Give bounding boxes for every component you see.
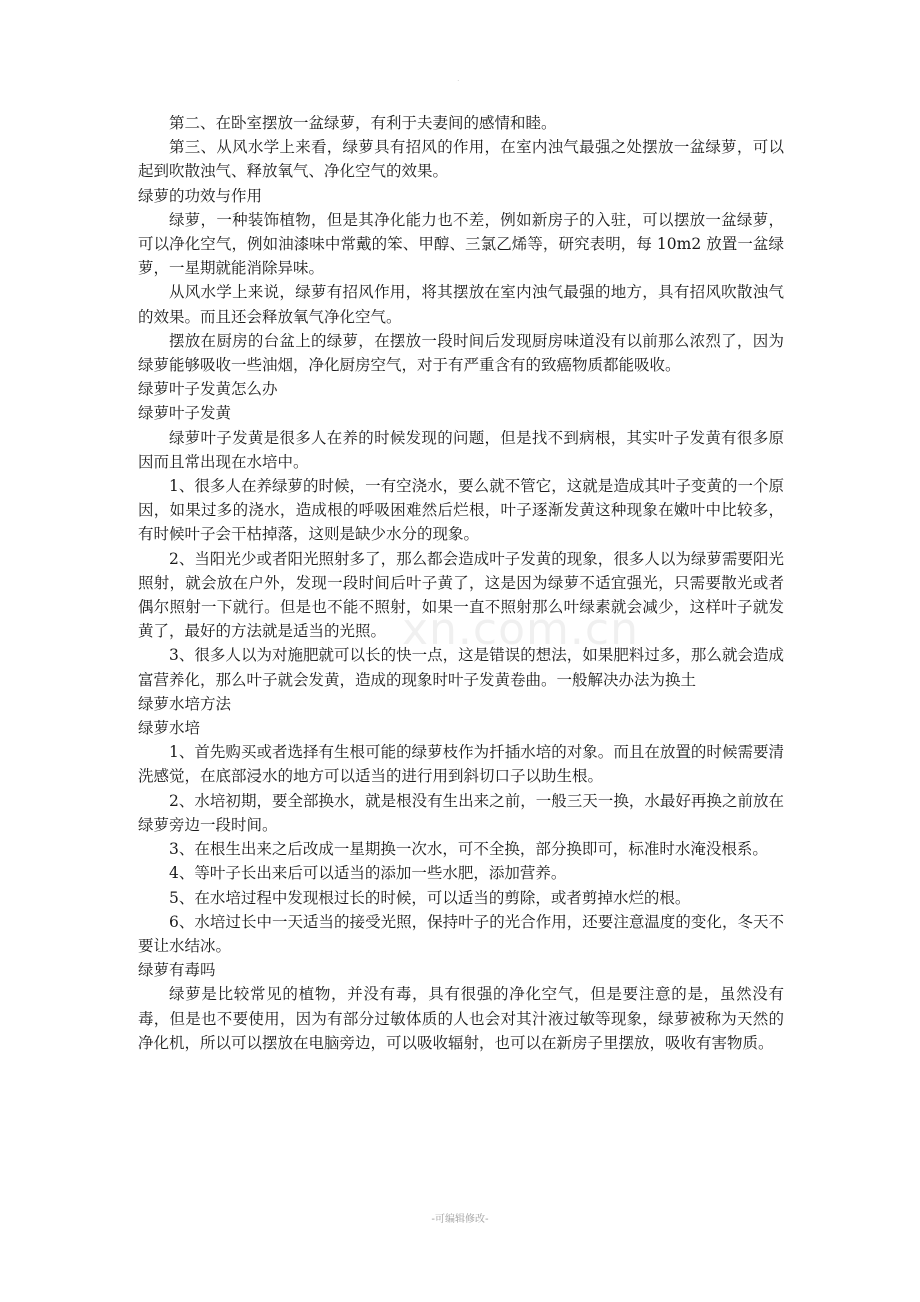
section-heading: 绿萝叶子发黄怎么办: [138, 380, 278, 399]
section-heading: 绿萝的功效与作用: [138, 186, 263, 205]
body-paragraph: 第三、从风水学上来看，绿萝具有招风的作用，在室内浊气最强之处摆放一盆绿萝，可以起到吹散浊气、释放氧气、净化空气的效果。: [138, 138, 784, 181]
body-paragraph: 3、在根生出来之后改成一星期换一次水，可不全换，部分换即可，标准时水淹没根系。: [169, 840, 768, 859]
section-heading: 绿萝有毒吗: [138, 961, 216, 980]
document-body: [138, 111, 784, 1055]
body-paragraph: 1、很多人在养绿萝的时候，一有空浇水，要么就不管它，这就是造成其叶子变黄的一个原因，如果过多的浇水，造成根的呼吸困难然后烂根，叶子逐渐发黄这种现象在嫩叶中比较多，有时候叶子会干枯掉落，这则是缺少水分的现象。: [138, 477, 784, 544]
section-heading: 绿萝水培: [138, 719, 201, 738]
body-paragraph: 第二、在卧室摆放一盆绿萝，有利于夫妻间的感情和睦。: [169, 114, 557, 132]
section-heading: 绿萝水培方法: [138, 694, 232, 713]
section-heading: 绿萝叶子发黄: [138, 404, 232, 423]
body-paragraph: 摆放在厨房的台盆上的绿萝，在摆放一段时间后发现厨房味道没有以前那么浓烈了，因为绿萝能够吸收一些油烟，净化厨房空气，对于有严重含有的致癌物质都能吸收。: [138, 331, 784, 375]
body-paragraph: 绿萝叶子发黄是很多人在养的时候发现的问题，但是找不到病根，其实叶子发黄有很多原因而且常出现在水培中。: [138, 428, 784, 471]
body-paragraph: 1、首先购买或者选择有生根可能的绿萝枝作为扦插水培的对象。而且在放置的时候需要清洗感觉，在底部浸水的地方可以适当的进行用到斜切口子以助生根。: [138, 743, 784, 786]
body-paragraph: 绿萝是比较常见的植物，并没有毒，具有很强的净化空气，但是要注意的是，虽然没有毒，但是也不要使用，因为有部分过敏体质的人也会对其汁液过敏等现象，绿萝被称为天然的净化机，所以可以摆放在电脑旁边，可以吸收辐射，也可以在新房子里摆放，吸收有害物质。: [138, 985, 784, 1052]
body-paragraph: 2、当阳光少或者阳光照射多了，那么都会造成叶子发黄的现象，很多人以为绿萝需要阳光照射，就会放在户外，发现一段时间后叶子黄了，这是因为绿萝不适宜强光，只需要散光或者偶尔照射一下就行。但是也不能不照射，如果一直不照射那么叶绿素就会减少，这样叶子就发黄了，最好的方法就是适当的光照。: [138, 549, 784, 641]
header-mark: .: [457, 74, 460, 83]
watermark: xn.com.cn: [402, 604, 639, 655]
body-paragraph: 4、等叶子长出来后可以适当的添加一些水肥，添加营养。: [169, 864, 567, 883]
body-paragraph: 5、在水培过程中发现根过长的时候，可以适当的剪除，或者剪掉水烂的根。: [169, 888, 691, 907]
body-paragraph: 3、很多人以为对施肥就可以长的快一点，这是错误的想法，如果肥料过多，那么就会造成富营养化，那么叶子就会发黄，造成的现象时叶子发黄卷曲。一般解决办法为换土: [138, 646, 784, 689]
page-footer: -可编辑修改-: [431, 1214, 489, 1225]
body-paragraph: 绿萝，一种装饰植物，但是其净化能力也不差，例如新房子的入驻，可以摆放一盆绿萝，可以净化空气，例如油漆味中常戴的笨、甲醇、三氯乙烯等，研究表明，每 10m2 放置一盆绿萝，一星期就能消除异味。: [138, 210, 784, 278]
body-paragraph: 2、水培初期，要全部换水，就是根没有生出来之前，一般三天一换，水最好再换之前放在绿萝旁边一段时间。: [138, 791, 784, 834]
body-paragraph: 从风水学上来说，绿萝有招风作用，将其摆放在室内浊气最强的地方，具有招风吹散浊气的效果。而且还会释放氧气净化空气。: [138, 283, 784, 326]
body-paragraph: 6、水培过长中一天适当的接受光照，保持叶子的光合作用，还要注意温度的变化，冬天不要让水结冰。: [138, 912, 784, 955]
